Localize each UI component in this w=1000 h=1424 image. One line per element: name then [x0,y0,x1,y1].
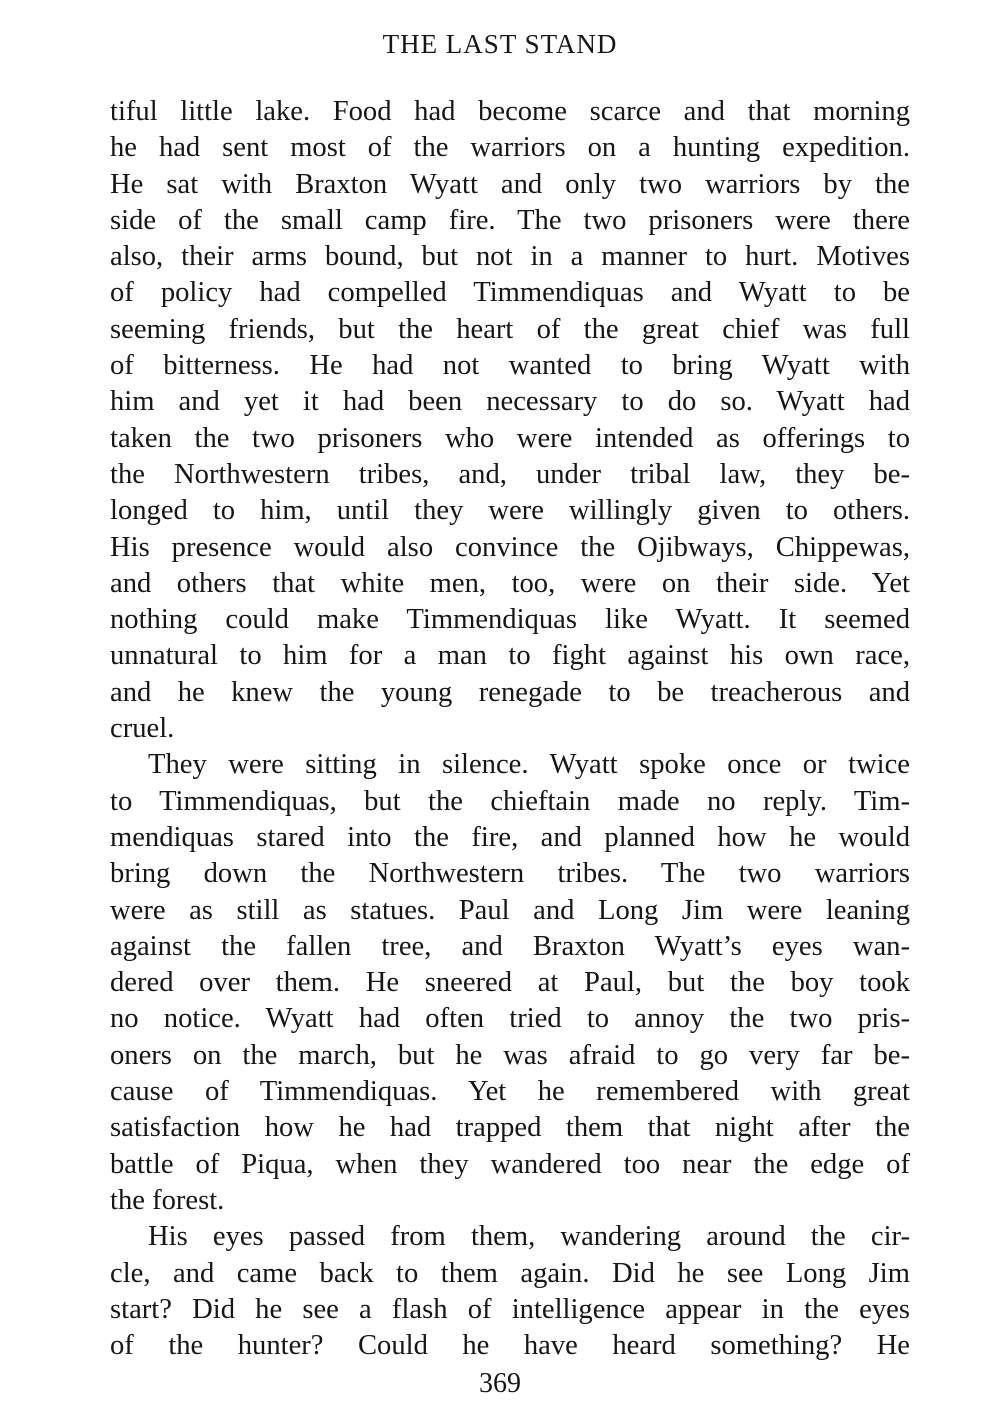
text-line: His presence would also convince the Ojibways, Chippewas, [110,531,910,563]
text-line: the forest. [110,1184,225,1216]
text-line: satisfaction how he had trapped them that night after the [110,1112,910,1144]
body-text [110,94,910,1364]
text-line: and others that white men, too, were on their side. Yet [110,567,910,599]
text-line: of the hunter? Could he have heard something? He [110,1330,910,1362]
text-line: taken the two prisoners who were intended as offerings to [110,422,910,454]
text-line: cause of Timmendiquas. Yet he remembered with great [110,1076,910,1108]
text-line: longed to him, until they were willingly given to others. [110,495,910,527]
text-line: He sat with Braxton Wyatt and only two warriors by the [110,168,910,200]
text-line: him and yet it had been necessary to do so. Wyatt had [110,386,910,418]
running-title: THE LAST STAND [382,29,618,59]
text-line: start? Did he see a flash of intelligence appear in the eyes [110,1293,910,1325]
text-line: dered over them. He sneered at Paul, but the boy took [110,967,910,999]
text-line: no notice. Wyatt had often tried to annoy the two pris- [110,1003,910,1035]
text-line: mendiquas stared into the fire, and planned how he would [110,821,910,853]
text-line: against the fallen tree, and Braxton Wyatt’s eyes wan- [110,930,910,962]
text-line: battle of Piqua, when they wandered too near the edge of [110,1148,910,1180]
text-line: unnatural to him for a man to fight against his own race, [110,640,910,672]
text-line: of policy had compelled Timmendiquas and Wyatt to be [110,277,910,309]
text-line: and he knew the young renegade to be treacherous and [110,676,910,708]
text-line: side of the small camp fire. The two prisoners were there [110,204,910,236]
text-line: were as still as statues. Paul and Long Jim were leaning [110,894,910,926]
text-line: to Timmendiquas, but the chieftain made no reply. Tim- [110,785,910,817]
text-line: nothing could make Timmendiquas like Wyatt. It seemed [110,604,910,636]
text-line: tiful little lake. Food had become scarce and that morning [110,96,910,127]
text-line: bring down the Northwestern tribes. The two warriors [110,858,910,890]
page-number: 369 [479,1368,521,1399]
text-line: of bitterness. He had not wanted to bring Wyatt with [110,350,910,382]
text-line: he had sent most of the warriors on a hunting expedition. [110,132,910,164]
text-line: oners on the march, but he was afraid to go very far be- [110,1039,910,1071]
text-line: seeming friends, but the heart of the great chief was full [110,313,910,345]
text-line: also, their arms bound, but not in a manner to hurt. Motives [110,241,910,273]
text-line: cle, and came back to them again. Did he see Long Jim [110,1257,910,1289]
text-line: They were sitting in silence. Wyatt spoke once or twice [148,749,910,781]
text-line: His eyes passed from them, wandering around the cir- [148,1221,910,1253]
text-line: the Northwestern tribes, and, under tribal law, they be- [110,458,910,490]
text-line: cruel. [110,713,175,745]
